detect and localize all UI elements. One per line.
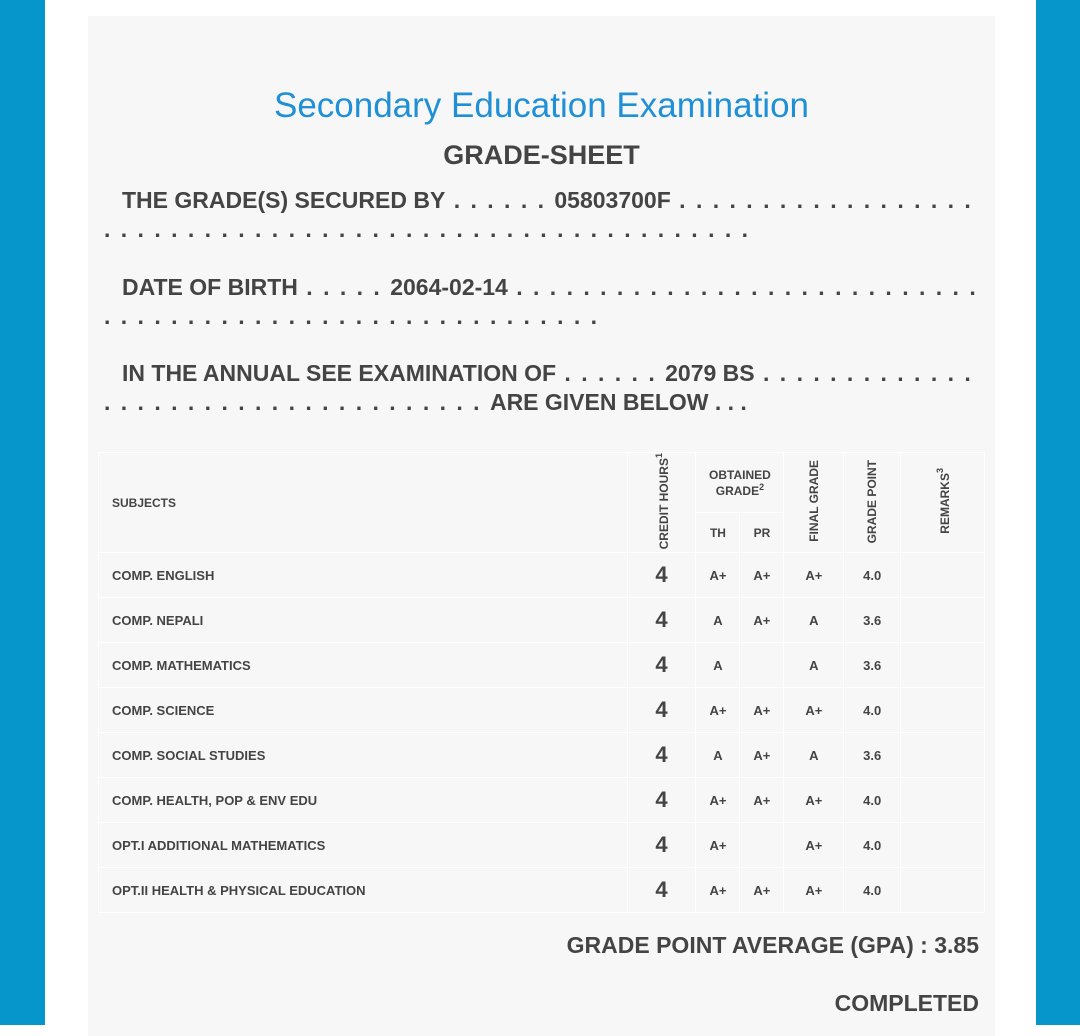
- cell-final: A: [784, 733, 844, 778]
- cell-remarks: [901, 553, 985, 598]
- cell-remarks: [901, 598, 985, 643]
- right-border: [1036, 0, 1080, 1025]
- header-remarks: REMARKS$^3$: [901, 453, 985, 553]
- cell-final: A: [784, 643, 844, 688]
- exam-title: Secondary Education Examination: [273, 86, 810, 125]
- cell-pr: A+: [740, 598, 784, 643]
- gpa: GRADE POINT AVERAGE (GPA) : 3.85: [566, 932, 979, 958]
- header-point: GRADE POINT: [844, 453, 901, 553]
- table-row: [99, 688, 985, 733]
- cell-point: 3.6: [844, 643, 901, 688]
- cell-final: A+: [784, 778, 844, 823]
- cell-final: A+: [784, 823, 844, 868]
- cell-credit: 4: [627, 778, 696, 823]
- cell-point: 4.0: [844, 868, 901, 913]
- cell-th: A+: [696, 778, 740, 823]
- cell-point: 4.0: [844, 823, 901, 868]
- cell-th: A: [696, 598, 740, 643]
- secured-by-line: THE GRADE(S) SECURED BY . . . . . . 05803700F . . . . . . . . . . . . . . . . . . . . . . . . . . . . . . . . . . . . . . . . . . . . . . . . . . . . . . . . .: [104, 187, 973, 242]
- cell-point: 4.0: [844, 778, 901, 823]
- cell-credit: 4: [627, 598, 696, 643]
- left-border: [0, 0, 45, 1025]
- cell-th: A+: [696, 868, 740, 913]
- cell-pr: [740, 643, 784, 688]
- cell-pr: A+: [740, 733, 784, 778]
- result-status: COMPLETED: [834, 990, 979, 1016]
- dob-line: DATE OF BIRTH . . . . . 2064-02-14 . . . . . . . . . . . . . . . . . . . . . . . . . . . . . . . . . . . . . . . . . . . . . . . . . . . . . . . . . .: [104, 274, 978, 329]
- cell-th: A: [696, 643, 740, 688]
- cell-subject: COMP. ENGLISH: [99, 553, 628, 598]
- table-row: [99, 868, 985, 913]
- cell-subject: OPT.I ADDITIONAL MATHEMATICS: [99, 823, 628, 868]
- cell-credit: 4: [627, 643, 696, 688]
- header-final: FINAL GRADE: [784, 453, 844, 553]
- cell-pr: A+: [740, 553, 784, 598]
- cell-final: A+: [784, 868, 844, 913]
- cell-point: 3.6: [844, 733, 901, 778]
- symbol-number: 05803700F: [554, 187, 671, 213]
- grades-table: [98, 452, 985, 913]
- grade-sheet: [88, 16, 995, 1036]
- cell-th: A+: [696, 553, 740, 598]
- table-row: [99, 553, 985, 598]
- header-obtained: OBTAINED GRADE$^2$: [696, 453, 784, 513]
- cell-th: A+: [696, 688, 740, 733]
- cell-pr: [740, 823, 784, 868]
- cell-final: A+: [784, 553, 844, 598]
- sheet-subtitle: GRADE-SHEET: [443, 140, 640, 170]
- table-row: [99, 643, 985, 688]
- cell-subject: COMP. SCIENCE: [99, 688, 628, 733]
- cell-credit: 4: [627, 688, 696, 733]
- header-subjects: SUBJECTS: [99, 453, 628, 553]
- cell-th: A: [696, 733, 740, 778]
- cell-point: 3.6: [844, 598, 901, 643]
- cell-remarks: [901, 643, 985, 688]
- cell-subject: COMP. MATHEMATICS: [99, 643, 628, 688]
- cell-credit: 4: [627, 823, 696, 868]
- table-row: [99, 598, 985, 643]
- header-th: TH: [696, 513, 740, 553]
- cell-remarks: [901, 688, 985, 733]
- cell-credit: 4: [627, 733, 696, 778]
- cell-subject: COMP. NEPALI: [99, 598, 628, 643]
- cell-subject: OPT.II HEALTH & PHYSICAL EDUCATION: [99, 868, 628, 913]
- cell-credit: 4: [627, 868, 696, 913]
- cell-pr: A+: [740, 868, 784, 913]
- cell-subject: COMP. SOCIAL STUDIES: [99, 733, 628, 778]
- cell-final: A: [784, 598, 844, 643]
- exam-year: 2079 BS: [665, 360, 755, 386]
- cell-pr: A+: [740, 778, 784, 823]
- cell-point: 4.0: [844, 553, 901, 598]
- header-credit: CREDIT HOURS$^1$: [627, 453, 696, 553]
- table-row: [99, 778, 985, 823]
- cell-credit: 4: [627, 553, 696, 598]
- cell-subject: COMP. HEALTH, POP & ENV EDU: [99, 778, 628, 823]
- table-row: [99, 733, 985, 778]
- cell-point: 4.0: [844, 688, 901, 733]
- cell-remarks: [901, 778, 985, 823]
- header-pr: PR: [740, 513, 784, 553]
- cell-final: A+: [784, 688, 844, 733]
- dob-value: 2064-02-14: [390, 274, 508, 300]
- cell-th: A+: [696, 823, 740, 868]
- cell-remarks: [901, 823, 985, 868]
- cell-pr: A+: [740, 688, 784, 733]
- exam-line: IN THE ANNUAL SEE EXAMINATION OF . . . . . . 2079 BS . . . . . . . . . . . . . . . . . . . . . . . . . . . . . . . . . . . . ARE GIVEN BELOW . . .: [104, 360, 973, 415]
- table-row: [99, 823, 985, 868]
- cell-remarks: [901, 733, 985, 778]
- cell-remarks: [901, 868, 985, 913]
